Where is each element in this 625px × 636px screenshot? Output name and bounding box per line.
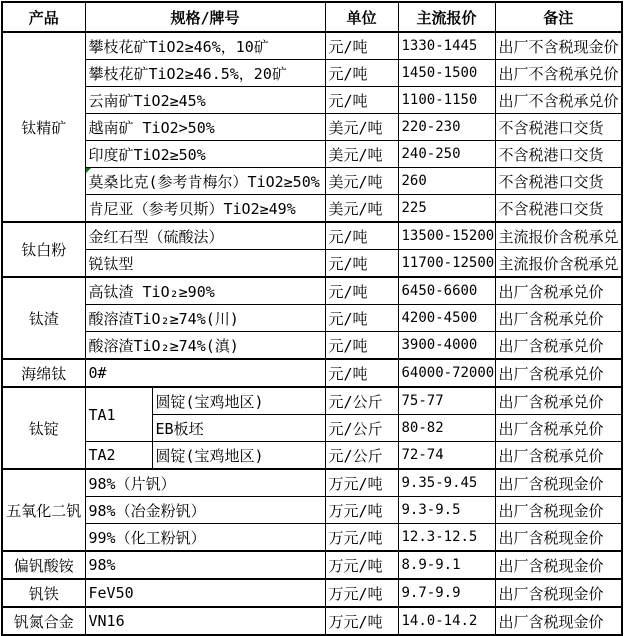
table-row [2,250,622,278]
table-row [2,114,622,141]
price-cell: 80-82 [398,415,495,442]
grade-cell: TA2 [85,442,152,470]
price-cell: 9.35-9.45 [398,469,495,497]
price-cell: 260 [398,168,495,195]
table-row [2,32,622,60]
price-cell: 225 [398,195,495,223]
product-cell: 钒氮合金 [2,607,85,635]
price-cell: 8.9-9.1 [398,551,495,579]
unit-cell: 美元/吨 [325,168,398,195]
table-row [2,277,622,305]
price-cell: 240-250 [398,141,495,168]
note-cell: 出厂含税承兑价 [495,277,622,305]
spec-cell: VN16 [85,607,325,635]
col-header-price: 主流报价 [398,2,495,32]
spec-cell: 98% [85,551,325,579]
note-cell: 主流报价含税承兑 [495,250,622,278]
price-cell: 3900-4000 [398,332,495,360]
note-cell: 出厂含税承兑价 [495,415,622,442]
table-row [2,442,622,470]
note-cell: 不含税港口交货 [495,168,622,195]
price-cell: 11700-12500 [398,250,495,278]
spec-cell [85,168,325,195]
unit-cell: 万元/吨 [325,497,398,524]
note-cell: 出厂含税现金价 [495,579,622,607]
unit-cell: 元/公斤 [325,415,398,442]
note-cell: 不含税港口交货 [495,195,622,223]
unit-cell: 元/吨 [325,60,398,87]
note-cell: 出厂不含税承兑价 [495,87,622,114]
spec-cell: 印度矿TiO2≥50% [85,141,325,168]
table-row [2,141,622,168]
unit-cell: 元/吨 [325,222,398,250]
spec-cell: FeV50 [85,579,325,607]
header-row [2,2,622,32]
note-cell: 出厂不含税现金价 [495,32,622,60]
table-row [2,387,622,415]
price-cell: 1450-1500 [398,60,495,87]
product-cell: 钛渣 [2,277,85,359]
table-row [2,332,622,360]
unit-cell: 美元/吨 [325,195,398,223]
product-cell: 五氧化二钒 [2,469,85,551]
table-row [2,60,622,87]
commodity-price-table [1,1,623,636]
price-cell: 6450-6600 [398,277,495,305]
note-cell: 出厂含税现金价 [495,551,622,579]
note-cell: 出厂不含税承兑价 [495,60,622,87]
unit-cell: 元/公斤 [325,387,398,415]
spec-cell: 金红石型（硫酸法） [85,222,325,250]
table-row [2,607,622,635]
spec-cell: 肯尼亚（参考贝斯）TiO2≥49% [85,195,325,223]
unit-cell: 元/吨 [325,87,398,114]
note-cell: 出厂含税现金价 [495,524,622,552]
price-cell: 75-77 [398,387,495,415]
spec-cell: 锐钛型 [85,250,325,278]
spec-cell: 越南矿 TiO2>50% [85,114,325,141]
unit-cell: 万元/吨 [325,607,398,635]
table-row [2,87,622,114]
unit-cell: 万元/吨 [325,579,398,607]
table-row [2,195,622,223]
table-row [2,359,622,387]
spec-cell: 99%（化工粉钒） [85,524,325,552]
table-row [2,497,622,524]
unit-cell: 元/吨 [325,359,398,387]
unit-cell: 美元/吨 [325,141,398,168]
unit-cell: 元/公斤 [325,442,398,470]
unit-cell: 元/吨 [325,32,398,60]
spec-cell: 云南矿TiO2≥45% [85,87,325,114]
price-cell: 72-74 [398,442,495,470]
price-cell: 13500-15200 [398,222,495,250]
price-cell: 4200-4500 [398,305,495,332]
note-cell: 出厂含税承兑价 [495,359,622,387]
price-cell: 14.0-14.2 [398,607,495,635]
unit-cell: 美元/吨 [325,114,398,141]
spec-cell: 酸溶渣TiO₂≥74%(滇) [85,332,325,360]
subspec-cell: 圆锭(宝鸡地区) [152,387,325,415]
spec-cell: 攀枝花矿TiO2≥46%，10矿 [85,32,325,60]
spec-cell: 酸溶渣TiO₂≥74%(川) [85,305,325,332]
unit-cell: 万元/吨 [325,524,398,552]
spec-cell: 高钛渣 TiO₂≥90% [85,277,325,305]
price-cell: 12.3-12.5 [398,524,495,552]
spec-cell: 0# [85,359,325,387]
table-row [2,524,622,552]
spec-cell: 98%（冶金粉钒） [85,497,325,524]
product-cell: 钒铁 [2,579,85,607]
col-header-spec: 规格/牌号 [85,2,325,32]
note-cell: 出厂含税现金价 [495,607,622,635]
product-cell: 钛精矿 [2,32,85,222]
table-row [2,222,622,250]
note-cell: 出厂含税承兑价 [495,387,622,415]
col-header-note: 备注 [495,2,622,32]
note-cell: 出厂含税承兑价 [495,305,622,332]
grade-cell: TA1 [85,387,152,442]
spec-text: 莫桑比克(参考肯梅尔）TiO2≥50% [88,172,320,191]
product-cell: 钛白粉 [2,222,85,277]
unit-cell: 万元/吨 [325,469,398,497]
price-cell: 9.7-9.9 [398,579,495,607]
subspec-cell: 圆锭(宝鸡地区) [152,442,325,470]
table-row [2,579,622,607]
price-cell: 1100-1150 [398,87,495,114]
product-cell: 海绵钛 [2,359,85,387]
note-cell: 出厂含税承兑价 [495,332,622,360]
price-cell: 64000-72000 [398,359,495,387]
note-cell: 出厂含税现金价 [495,497,622,524]
product-cell: 钛锭 [2,387,85,469]
col-header-unit: 单位 [325,2,398,32]
unit-cell: 元/吨 [325,332,398,360]
note-cell: 出厂含税承兑价 [495,442,622,470]
note-cell: 不含税港口交货 [495,114,622,141]
note-cell: 不含税港口交货 [495,141,622,168]
price-cell: 1330-1445 [398,32,495,60]
table-row [2,305,622,332]
unit-cell: 万元/吨 [325,551,398,579]
unit-cell: 元/吨 [325,305,398,332]
spec-cell: 98%（片钒） [85,469,325,497]
table-row [2,469,622,497]
product-cell: 偏钒酸铵 [2,551,85,579]
unit-cell: 元/吨 [325,277,398,305]
note-cell: 出厂含税现金价 [495,469,622,497]
table-row [2,168,622,195]
col-header-product: 产品 [2,2,85,32]
table-row [2,551,622,579]
price-cell: 9.3-9.5 [398,497,495,524]
spec-cell: 攀枝花矿TiO2≥46.5%，20矿 [85,60,325,87]
note-cell: 主流报价含税承兑 [495,222,622,250]
subspec-cell: EB板坯 [152,415,325,442]
unit-cell: 元/吨 [325,250,398,278]
price-cell: 220-230 [398,114,495,141]
comment-marker-icon [86,168,91,173]
